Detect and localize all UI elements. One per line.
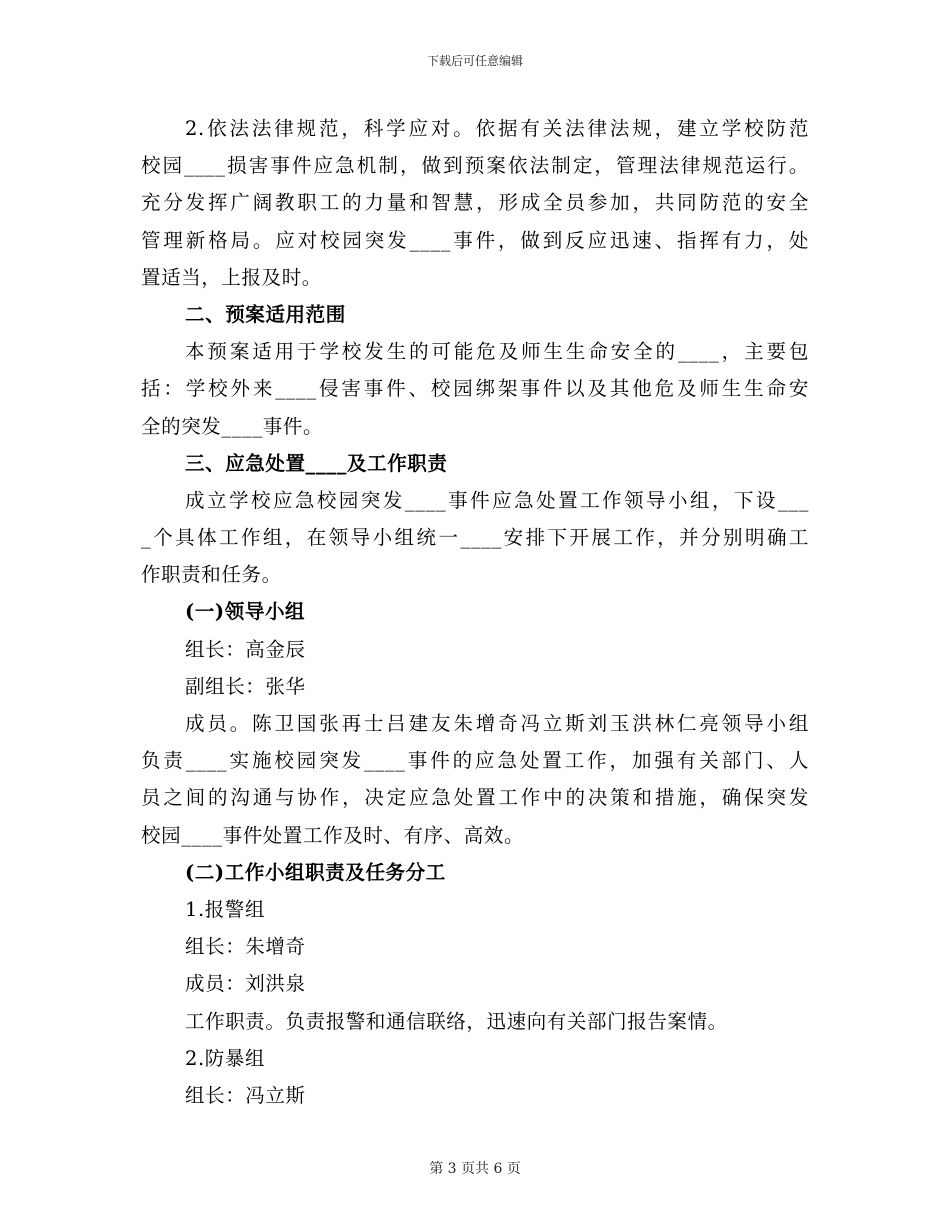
- section-heading: 二、预案适用范围: [185, 302, 346, 326]
- paragraph-line: 副组长：张华: [185, 674, 306, 698]
- paragraph-line: 校园____损害事件应急机制，做到预案依法制定，管理法律规范运行。: [141, 154, 809, 178]
- paragraph-line: 全的突发____事件。: [141, 414, 324, 438]
- document-body: [141, 110, 809, 1114]
- paragraph-line: 管理新格局。应对校园突发____事件，做到反应迅速、指挥有力，处: [141, 228, 809, 252]
- paragraph-line: 充分发挥广阔教职工的力量和智慧，形成全员参加，共同防范的安全: [141, 191, 809, 215]
- paragraph-line: 作职责和任务。: [141, 563, 282, 587]
- paragraph-line: 工作职责。负责报警和通信联络，迅速向有关部门报告案情。: [185, 1009, 728, 1033]
- paragraph-line: 2.防暴组: [185, 1046, 266, 1070]
- paragraph-line: 组长：高金辰: [185, 637, 306, 661]
- paragraph-line: 本预案适用于学校发生的可能危及师生生命安全的____，主要包: [185, 340, 809, 364]
- section-heading: (二)工作小组职责及任务分工: [185, 860, 446, 884]
- paragraph-line: 括：学校外来____侵害事件、校园绑架事件以及其他危及师生生命安: [141, 377, 809, 401]
- paragraph-line: 成员：刘洪泉: [185, 972, 306, 996]
- paragraph-line: 2.依法法律规范，科学应对。依据有关法律法规，建立学校防范: [185, 117, 809, 140]
- page-footer: 第 3 页共 6 页: [429, 1161, 521, 1177]
- paragraph-line: 组长：冯立斯: [185, 1083, 306, 1107]
- page-header: 下载后可任意编辑: [426, 54, 523, 68]
- paragraph-line: 负责____实施校园突发____事件的应急处置工作，加强有关部门、人: [141, 749, 809, 773]
- paragraph-line: _个具体工作组，在领导小组统一____安排下开展工作，并分别明确工: [141, 526, 809, 550]
- paragraph-line: 成立学校应急校园突发____事件应急处置工作领导小组，下设___: [185, 488, 809, 512]
- section-heading: 三、应急处置____及工作职责: [185, 451, 448, 475]
- paragraph-line: 1.报警组: [185, 897, 266, 921]
- section-heading: (一)领导小组: [185, 600, 306, 624]
- paragraph-line: 员之间的沟通与协作，决定应急处置工作中的决策和措施，确保突发: [141, 786, 809, 810]
- paragraph-line: 置适当，上报及时。: [141, 265, 322, 289]
- paragraph-line: 校园____事件处置工作及时、有序、高效。: [141, 823, 525, 847]
- paragraph-line: 组长：朱增奇: [185, 935, 306, 959]
- paragraph-line: 成员。陈卫国张再士吕建友朱增奇冯立斯刘玉洪林仁亮领导小组: [185, 712, 809, 735]
